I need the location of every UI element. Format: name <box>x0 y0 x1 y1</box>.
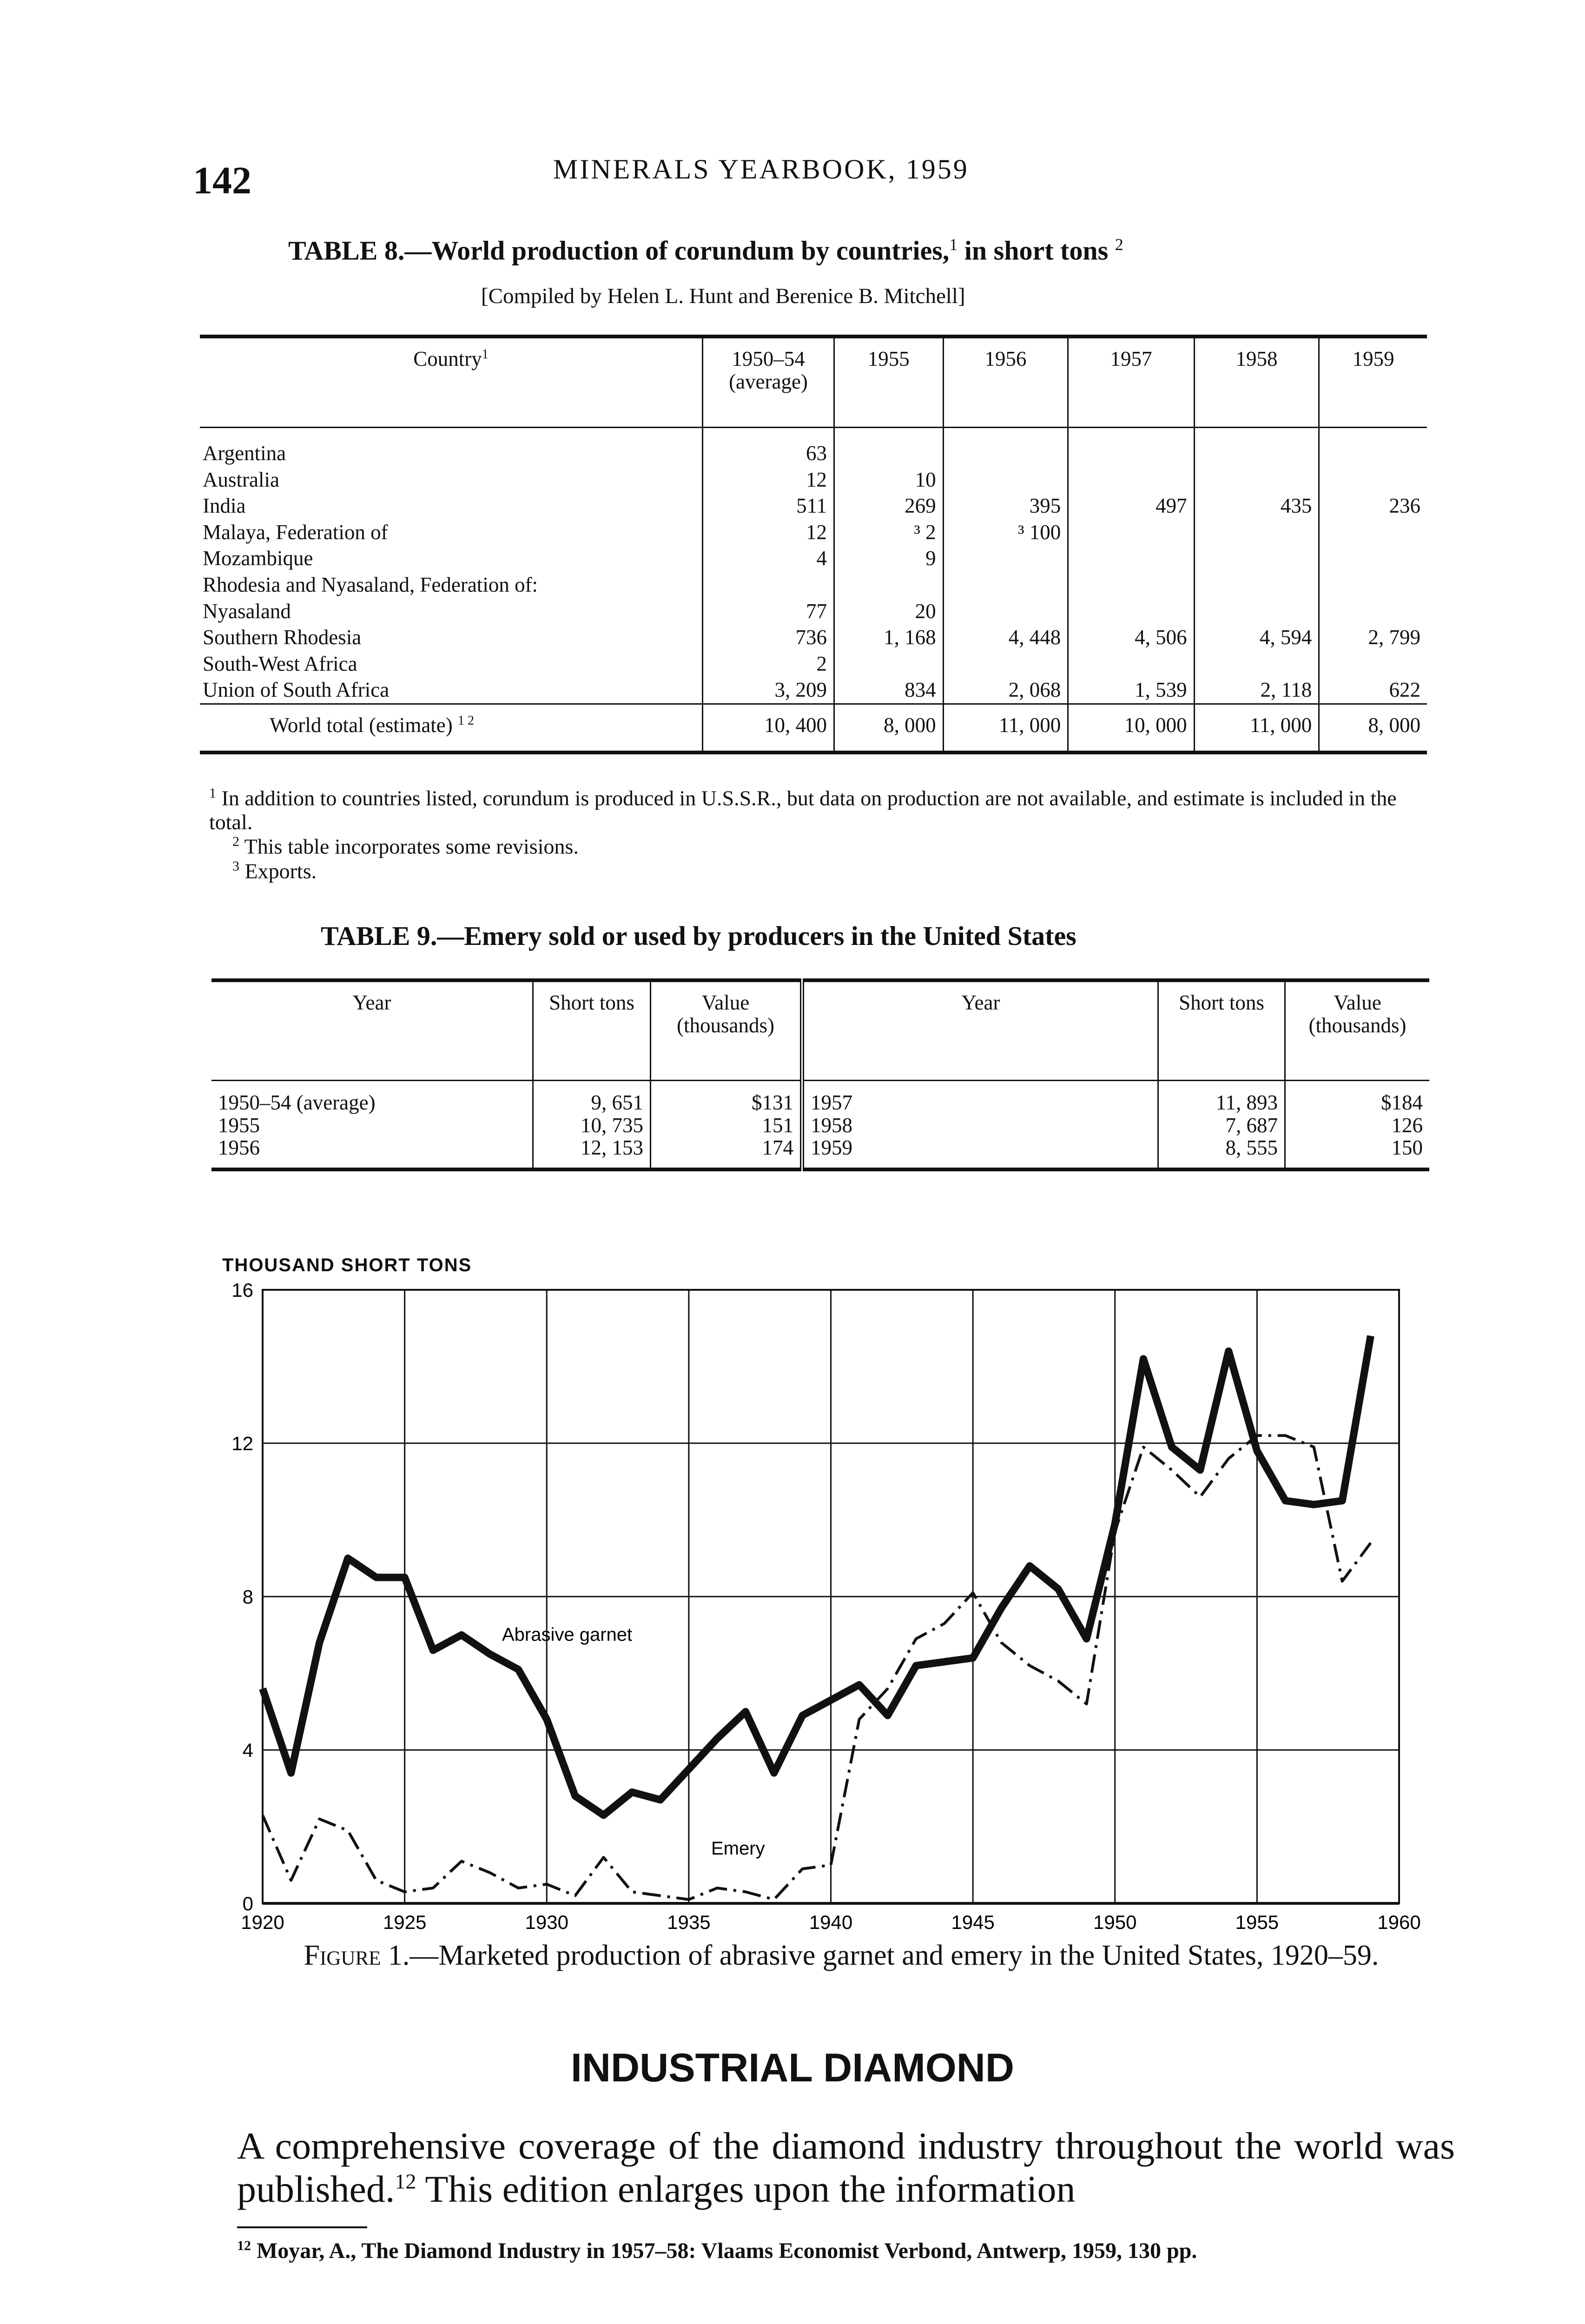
table8-footnote-1-text: In addition to countries listed, corundum is produced in U.S.S.R., but data on production are not available, and estimate is included in the total. <box>209 786 1397 834</box>
figure-caption <box>232 1941 1450 1971</box>
x-tick-label: 1955 <box>1235 1911 1279 1933</box>
table8-col-1959: 1959 <box>1319 337 1427 428</box>
garnet-series-line <box>263 1336 1371 1815</box>
table9-caption-text: TABLE 9.—Emery sold or used by producers in the United States <box>321 921 1076 951</box>
chart-series <box>263 1336 1371 1900</box>
figure-caption-label: Figure 1. <box>304 1940 410 1971</box>
table8-value-cell: 12 <box>703 467 834 493</box>
x-tick-label: 1945 <box>951 1911 995 1933</box>
table8-value-cell: 10 <box>834 467 944 493</box>
table8-footnote-1: $^1$ In addition to countries listed, corundum is produced in U.S.S.R., but data on production are not available, and estimate is included in the total. <box>209 786 1397 834</box>
table8-value-cell: 4, 506 <box>1068 624 1194 651</box>
emery-series-label: Emery <box>711 1838 765 1859</box>
chart-ylabel: THOUSAND SHORT TONS <box>222 1255 472 1275</box>
table8-country-cell: Rhodesia and Nyasaland, Federation of: <box>203 573 538 596</box>
table8-value-cell: 2, 118 <box>1194 677 1319 704</box>
table8-country-cell: Southern Rhodesia <box>203 626 362 649</box>
table8-footnote-2-text: This table incorporates some revisions. <box>244 834 579 858</box>
table8-value-cell: 736 <box>703 624 834 651</box>
table8-value-cell: 2 <box>703 651 834 677</box>
table8-value-cell: 269 <box>834 493 944 519</box>
table8-caption-sup1: 1 <box>949 235 958 254</box>
table8-value-cell: 236 <box>1319 493 1427 519</box>
table8-country-cell: Nyasaland <box>203 599 291 623</box>
table8-total-value: 11, 000 <box>1194 704 1319 752</box>
page-number: 142 <box>193 159 251 202</box>
table8-value-cell: 9 <box>834 545 944 572</box>
table8-total-value: 8, 000 <box>834 704 944 752</box>
table8-country-cell: Malaya, Federation of <box>203 520 388 544</box>
footnote-rule <box>237 2226 367 2228</box>
table8-value-cell: 834 <box>834 677 944 704</box>
table8-total-value: 10, 000 <box>1068 704 1194 752</box>
table9-value-left: $131 151 174 <box>651 1081 802 1169</box>
table9-tons-right: 11, 893 7, 687 8, 555 <box>1158 1081 1285 1169</box>
table8-value-cell: 435 <box>1194 493 1319 519</box>
table9-col-tons-left: Short tons <box>533 980 651 1081</box>
body-paragraph: A comprehensive coverage of the diamond industry throughout the world was published.$^{12}$ This edition enlarges upon the information <box>237 2125 1455 2211</box>
table8-country-cell: India <box>203 494 246 518</box>
section-heading: INDUSTRIAL DIAMOND <box>571 2046 1014 2090</box>
table8-caption-tail: in short tons <box>958 235 1115 266</box>
table9-value-right: $184 126 150 <box>1285 1081 1430 1169</box>
y-tick-label: 8 <box>242 1586 253 1608</box>
table8-country-cell: South-West Africa <box>203 652 357 675</box>
x-tick-label: 1935 <box>667 1911 711 1933</box>
table9-col-value-right: Value (thousands) <box>1285 980 1430 1081</box>
table9-col-year-left: Year <box>211 980 533 1081</box>
x-tick-label: 1920 <box>241 1911 284 1933</box>
table8-value-cell: 63 <box>703 440 834 467</box>
table8-value-cell: 3, 209 <box>703 677 834 704</box>
table8-country-cell: Mozambique <box>203 547 313 570</box>
table8-value-cell: ³ 100 <box>943 519 1068 546</box>
table9-col-year-right: Year <box>802 980 1158 1081</box>
table8-col-1950-sub: (average) <box>729 370 808 393</box>
x-tick-label: 1940 <box>809 1911 853 1933</box>
table9-col-tons-right: Short tons <box>1158 980 1285 1081</box>
table8-total-value: 11, 000 <box>943 704 1068 752</box>
table8-col-1956: 1956 <box>943 337 1068 428</box>
table8-footnote-3-text: Exports. <box>244 859 317 883</box>
table8-country-cell: Argentina <box>203 442 286 465</box>
table8-value-cell: 2, 068 <box>943 677 1068 704</box>
table8-value-cell: 77 <box>703 598 834 625</box>
table9-year-left: 1950–54 (average) 1955 1956 <box>218 1091 376 1160</box>
table8-col-1958: 1958 <box>1194 337 1319 428</box>
table9-tons-left: 9, 651 10, 735 12, 153 <box>533 1081 651 1169</box>
table8-col-1950-label: 1950–54 <box>732 347 805 370</box>
table8-value-cell: 4, 448 <box>943 624 1068 651</box>
figure-caption-text: —Marketed production of abrasive garnet and emery in the United States, 1920–59. <box>409 1940 1379 1971</box>
table8-caption-sup2: 2 <box>1115 235 1123 254</box>
table8-col-country-label: Country <box>413 347 482 370</box>
table8-total-value: 10, 400 <box>703 704 834 752</box>
table8-value-cell: 12 <box>703 519 834 546</box>
table9-year-right: 1957 1958 1959 <box>802 1081 1158 1169</box>
table8-col-1955: 1955 <box>834 337 944 428</box>
table8-value-cell: ³ 2 <box>834 519 944 546</box>
y-tick-label: 0 <box>242 1893 253 1915</box>
table8-col-country-sup: 1 <box>482 347 489 362</box>
table8-country-cell: Australia <box>203 468 279 491</box>
x-tick-label: 1950 <box>1093 1911 1137 1933</box>
table8-total-label: World total (estimate) $^{1 2}$ <box>200 704 703 752</box>
table9-col-value-left: Value (thousands) <box>651 980 802 1081</box>
table8-caption-text: TABLE 8.—World production of corundum by countries, <box>288 235 950 266</box>
table8-compiled: [Compiled by Helen L. Hunt and Berenice B. Mitchell] <box>481 284 965 308</box>
x-tick-label: 1925 <box>383 1911 427 1933</box>
table8-value-cell: 395 <box>943 493 1068 519</box>
table8-footnote-2: $^2$ This table incorporates some revisions. <box>232 834 579 858</box>
table8-col-1957: 1957 <box>1068 337 1194 428</box>
table8-value-cell: 497 <box>1068 493 1194 519</box>
y-tick-label: 16 <box>231 1279 253 1301</box>
garnet-series-label: Abrasive garnet <box>502 1624 633 1645</box>
table8-total-value: 8, 000 <box>1319 704 1427 752</box>
running-title: MINERALS YEARBOOK, 1959 <box>553 154 969 185</box>
table8-value-cell: 4, 594 <box>1194 624 1319 651</box>
table8-value-cell: 622 <box>1319 677 1427 704</box>
table8-value-cell: 4 <box>703 545 834 572</box>
table8-country-cell: Union of South Africa <box>203 678 390 702</box>
chart-tick-labels <box>231 1279 1420 1933</box>
chart-grid <box>263 1290 1399 1903</box>
y-tick-label: 12 <box>231 1433 253 1454</box>
table8-value-cell: 1, 539 <box>1068 677 1194 704</box>
footnote-12: $^{12}$ Moyar, A., The Diamond Industry in 1957–58: Vlaams Economist Verbond, Antwerp, 1959, 130 pp. <box>237 2238 1197 2263</box>
table8-footnote-3: $^3$ Exports. <box>232 858 317 883</box>
table8-value-cell: 2, 799 <box>1319 624 1427 651</box>
y-tick-label: 4 <box>242 1739 253 1761</box>
table8-value-cell: 511 <box>703 493 834 519</box>
x-tick-label: 1960 <box>1377 1911 1421 1933</box>
table8-value-cell: 20 <box>834 598 944 625</box>
emery-series-line <box>263 1436 1371 1900</box>
x-tick-label: 1930 <box>525 1911 568 1933</box>
table8-value-cell: 1, 168 <box>834 624 944 651</box>
